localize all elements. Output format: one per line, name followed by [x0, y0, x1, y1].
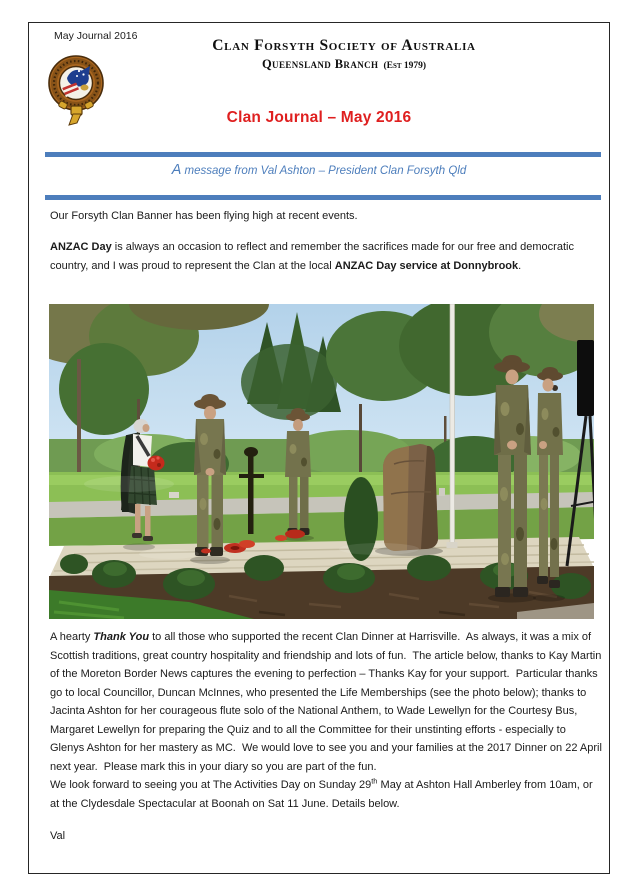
org-established: (Est 1979) — [383, 61, 427, 71]
dinner-text-2: to all those who supported the recent Clan Dinner at Harrisville. As always, it was a mix of Scottish traditions, great country hospitality and friendship and lots of fun. The article below, thanks to Kay Martin of the Moreton Border News captures the evening to perfection – Thanks Kay for your support. Particular thanks go to local Councillor, Duncan McInnes, who presented the Life Memberships (see the photo below); thanks to Jacinta Ashton for her courageous flute solo of the National Anthem, to Wade Lewellyn for the Courtesy Bus, Margaret Lewellyn for preparing the Quiz and to all the Committee for their unstinting efforts - especially to Glenys Ashton for her mastery as MC. We would love to see you and your families at the 2017 Dinner on 22 April next year. Please mark this in your diary so you are part of the fun. — [50, 631, 605, 773]
anzac-service-photo — [49, 304, 594, 619]
org-branch: Queensland Branch — [261, 57, 379, 71]
paragraph-upcoming-events — [50, 776, 603, 813]
signature: Val — [50, 830, 66, 842]
events-text-2: May at Ashton Hall Amberley from 10am, or at the Clydesdale Spectacular at Boonah on Sat 11 June. Details below. — [50, 779, 596, 810]
memorial-stone — [375, 444, 443, 556]
divider-bottom — [45, 195, 601, 200]
closing-text-block — [50, 628, 603, 846]
org-name: Clan Forsyth Society of Australia — [212, 37, 476, 54]
journal-title: Clan Journal – May 2016 — [226, 109, 412, 126]
carried-wreath — [148, 456, 165, 471]
anzac-day-bold: ANZAC Day — [50, 241, 112, 253]
org-header — [107, 36, 581, 73]
dinner-text-1: A hearty — [50, 631, 94, 643]
thank-you-emphasis: Thank You — [93, 631, 150, 643]
paragraph-anzac — [50, 238, 602, 275]
paragraph-anzac-text: is always an occasion to reflect and remember the sacrifices made for our free and democratic country, and I was proud to represent the Clan at the local — [50, 241, 578, 272]
paragraph-dinner — [50, 628, 603, 776]
events-text-1: We look forward to seeing you at The Activities Day on Sunday 29 — [50, 779, 372, 791]
ordinal-superscript: th — [371, 776, 378, 786]
anzac-service-bold: ANZAC Day service at Donnybrook — [334, 259, 519, 272]
message-banner: A message from Val Ashton – President Clan Forsyth Qld — [171, 162, 467, 178]
issue-label: May Journal 2016 — [54, 30, 138, 42]
org-branch-line — [107, 55, 581, 73]
paragraph-anzac-period: . — [518, 259, 522, 272]
divider-top — [45, 152, 601, 157]
paragraph-banner: Our Forsyth Clan Banner has been flying high at recent events. — [50, 210, 358, 222]
journal-page — [28, 22, 610, 874]
